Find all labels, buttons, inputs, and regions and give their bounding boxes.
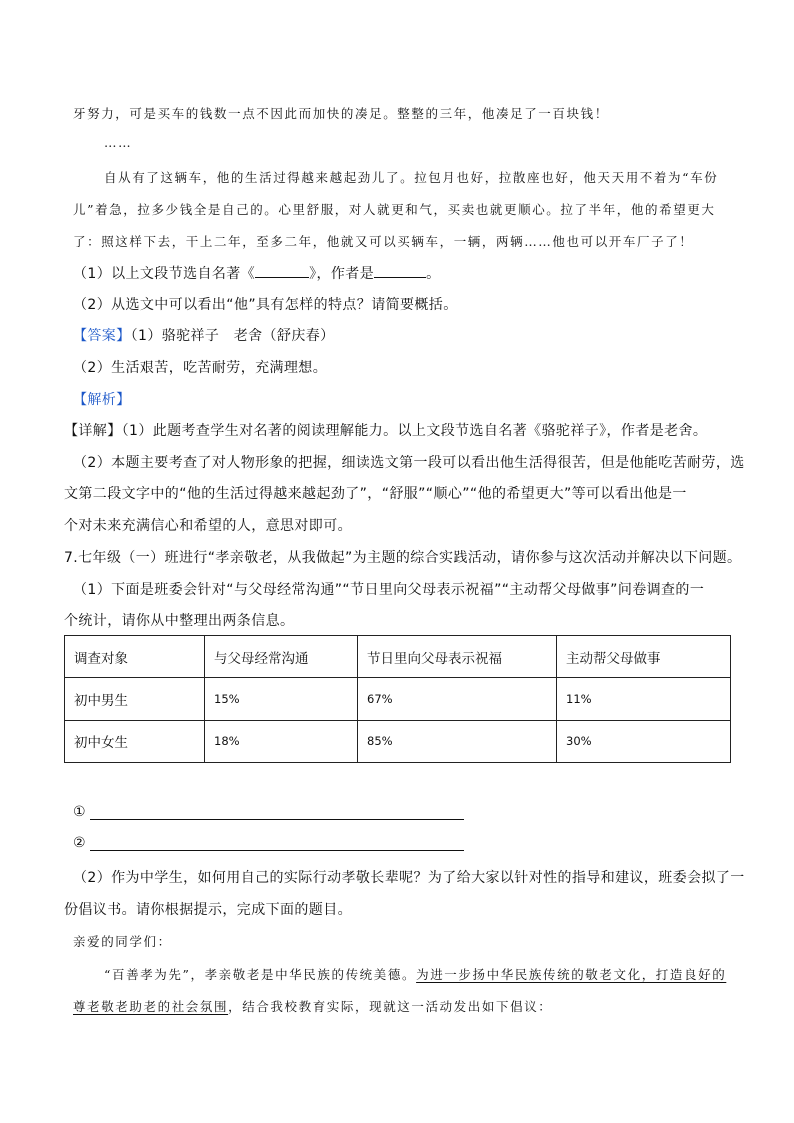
letter-underlined-text-1: 为进一步扬中华民族传统的敬老文化，打造良好的: [416, 967, 727, 982]
detail-text-1: （1）此题考查学生对名著的阅读理解能力。以上文段节选自名著《骆驼祥子》，作者是老舍。: [121, 423, 708, 439]
question-2: （2）从选文中可以看出“他”具有怎样的特点？请简要概括。: [73, 297, 458, 313]
letter-greeting: 亲爱的同学们：: [73, 934, 172, 949]
answer-line-1: [73, 325, 335, 345]
answer-line-blank-2[interactable]: [90, 850, 464, 851]
detail-line-4: 个对未来充满信心和希望的人，意思对即可。: [64, 518, 352, 534]
table-cell: 11%: [557, 678, 731, 720]
header-cell: 调查对象: [65, 636, 205, 678]
table-cell: 85%: [358, 720, 557, 762]
question-7-sub1-line-2: 个统计，请你从中整理出两条信息。: [64, 613, 295, 629]
table-header-row: [65, 636, 731, 678]
question-7-sub2-line-2: 份倡议书。请你根据提示，完成下面的题目。: [64, 902, 352, 918]
answer-line-blank-1[interactable]: [90, 819, 464, 820]
answer-line-2: （2）生活艰苦，吃苦耐劳，充满理想。: [73, 360, 328, 376]
table-cell: 30%: [557, 720, 731, 762]
analysis-tag: 【解析】: [73, 392, 131, 408]
header-cell: 与父母经常沟通: [205, 636, 358, 678]
detail-line-3: 文第二段文字中的“他的生活过得越来越起劲了”，“舒服”“顺心”“他的希望更大”等可以看出他是一: [64, 486, 687, 502]
table-row: [65, 720, 731, 762]
question-1-part-1: （1）以上文段节选自名著《: [73, 266, 256, 282]
blank-marker-1: ①: [73, 804, 86, 820]
question-7-sub2-line-1: （2）作为中学生，如何用自己的实际行动孝敬长辈呢？为了给大家以针对性的指导和建议，班委会拟了一: [73, 870, 745, 886]
survey-table: [64, 635, 731, 763]
table-cell: 初中女生: [65, 720, 205, 762]
detail-line-1: [64, 420, 707, 440]
table-row: [65, 678, 731, 720]
book-title-blank[interactable]: [255, 263, 309, 278]
passage-ellipsis: ……: [104, 135, 133, 150]
letter-underlined-text-2: 尊老敬老助老的社会氛围: [73, 999, 229, 1014]
question-7-title: 7.七年级（一）班进行“孝亲敬老，从我做起”为主题的综合实践活动，请你参与这次活动并解决以下问题。: [64, 550, 742, 566]
passage-line-1: 牙努力，可是买车的钱数一点不因此而加快的凑足。整整的三年，他凑足了一百块钱！: [73, 106, 609, 121]
answer-text-1: （1）骆驼祥子 老舍（舒庆春）: [130, 328, 335, 344]
table-cell: 15%: [205, 678, 358, 720]
letter-paragraph-line-1: [104, 965, 726, 983]
detail-line-2: （2）本题主要考查了对人物形象的把握，细读选文第一段可以看出他生活得很苦，但是他能吃苦耐劳，选: [73, 455, 745, 471]
letter-paragraph-line-2: [73, 997, 552, 1015]
question-1: [73, 263, 441, 283]
letter-text-1a: “百善孝为先”，孝亲敬老是中华民族的传统美德。: [104, 967, 417, 982]
letter-text-2b: ，结合我校教育实际，现就这一活动发出如下倡议：: [228, 999, 553, 1014]
question-1-part-3: 。: [426, 266, 441, 282]
blank-marker-2: ②: [73, 835, 86, 851]
header-cell: 节日里向父母表示祝福: [358, 636, 557, 678]
passage-line-3: 自从有了这辆车，他的生活过得越来越起劲儿了。拉包月也好，拉散座也好，他天天用不着为“车份: [104, 170, 719, 185]
author-blank[interactable]: [374, 263, 426, 278]
table-cell: 初中男生: [65, 678, 205, 720]
question-1-part-2: 》，作者是: [309, 266, 375, 282]
table-cell: 67%: [358, 678, 557, 720]
passage-line-5: 了：照这样下去，干上二年，至多二年，他就又可以买辆车，一辆，两辆……他也可以开车厂子了！: [73, 234, 694, 249]
answer-tag: 【答案】: [73, 328, 131, 344]
header-cell: 主动帮父母做事: [557, 636, 731, 678]
table-cell: 18%: [205, 720, 358, 762]
passage-line-4: 儿”着急，拉多少钱全是自己的。心里舒服，对人就更和气，买卖也就更顺心。拉了半年，他的希望更大: [73, 202, 716, 217]
detail-tag: 【详解】: [64, 423, 122, 439]
question-7-sub1-line-1: （1）下面是班委会针对“与父母经常沟通”“节日里向父母表示祝福”“主动帮父母做事”问卷调查的一: [73, 582, 705, 598]
